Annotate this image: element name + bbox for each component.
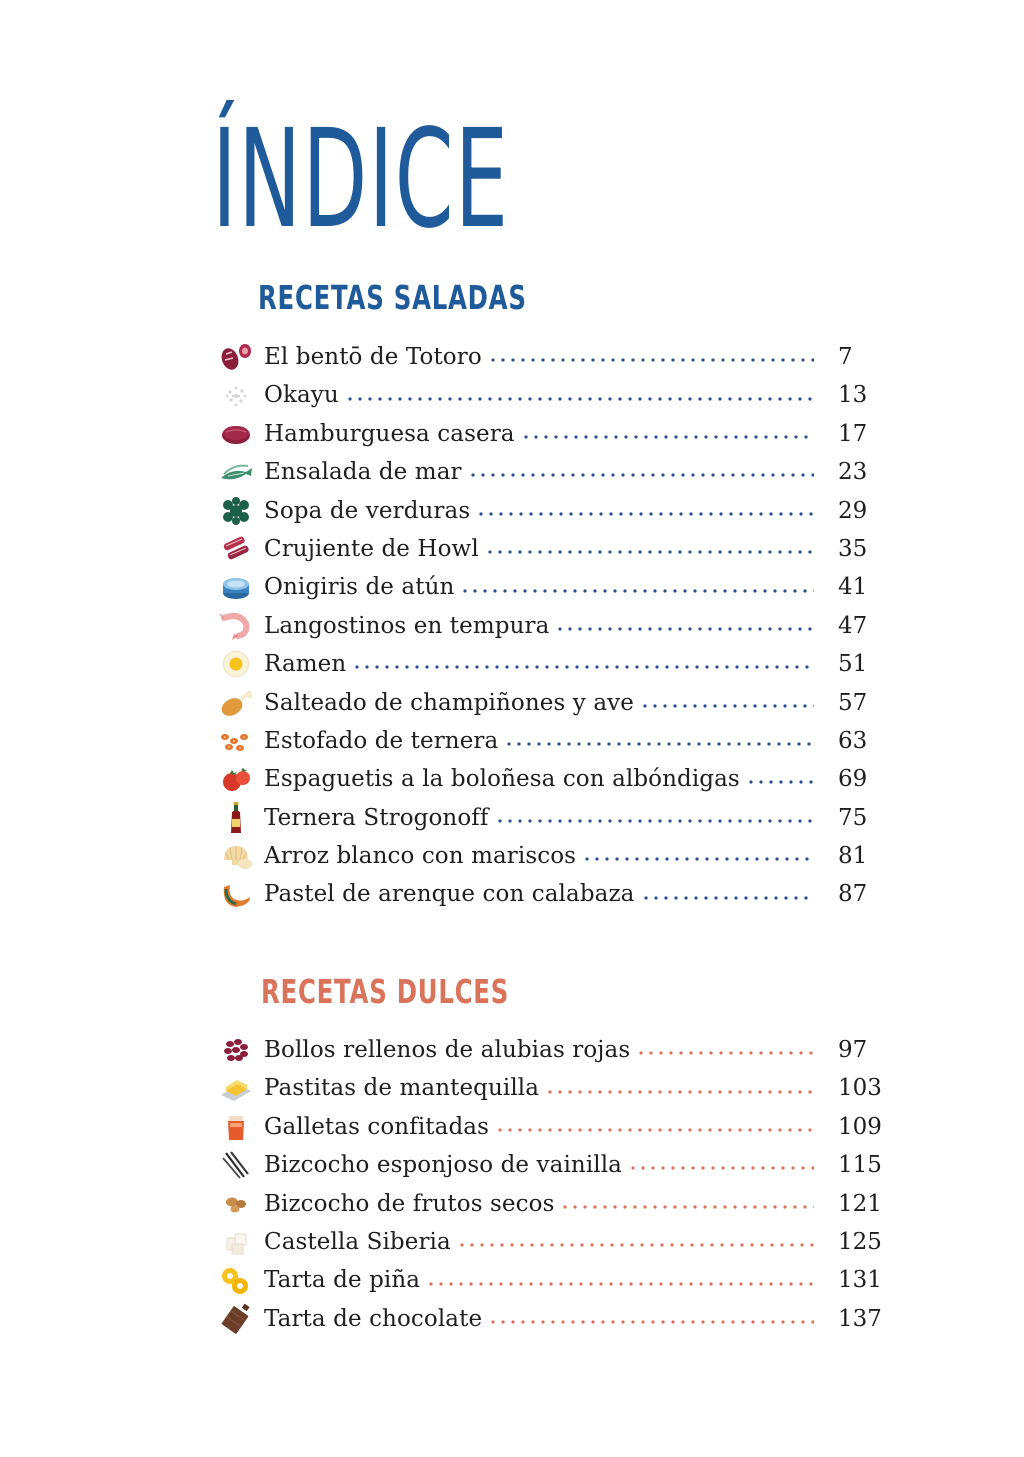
toc-entry bbox=[218, 1185, 898, 1223]
tuna-can-icon bbox=[218, 570, 254, 606]
toc-list-sweet bbox=[218, 1031, 898, 1338]
toc-entry-title: Bizcocho esponjoso de vainilla bbox=[264, 1152, 622, 1179]
toc-entry bbox=[218, 1108, 898, 1146]
dot-leader bbox=[354, 665, 814, 669]
dot-leader bbox=[642, 704, 814, 708]
dot-leader bbox=[490, 358, 814, 362]
dot-leader bbox=[470, 473, 814, 477]
spinach-icon bbox=[218, 493, 254, 529]
dot-leader bbox=[490, 1320, 814, 1324]
wine-bottle-icon bbox=[218, 800, 254, 836]
toc-entry-page: 23 bbox=[838, 459, 868, 486]
toc-entry bbox=[218, 1300, 898, 1338]
toc-entry bbox=[218, 376, 898, 414]
sugar-cubes-icon bbox=[218, 1224, 254, 1260]
toc-entry bbox=[218, 1031, 898, 1069]
toc-entry-title: Espaguetis a la boloñesa con albóndigas bbox=[264, 766, 740, 793]
chocolate-icon bbox=[218, 1301, 254, 1337]
toc-entry-title: Langostinos en tempura bbox=[264, 612, 550, 639]
sausage-icon bbox=[218, 339, 254, 375]
toc-entry-page: 81 bbox=[838, 843, 868, 870]
toc-entry-page: 69 bbox=[838, 766, 868, 793]
toc-entry bbox=[218, 338, 898, 376]
toc-entry bbox=[218, 530, 898, 568]
toc-entry-title: Bizcocho de frutos secos bbox=[264, 1190, 555, 1217]
dot-leader bbox=[638, 1051, 814, 1055]
toc-entry-title: Pastitas de mantequilla bbox=[264, 1075, 540, 1102]
toc-entry-title: Sopa de verduras bbox=[264, 497, 471, 524]
toc-entry-page: 97 bbox=[838, 1037, 868, 1063]
toc-entry bbox=[218, 760, 898, 798]
red-beans-icon bbox=[218, 1032, 254, 1068]
toc-entry bbox=[218, 568, 898, 606]
toc-entry bbox=[218, 453, 898, 491]
dot-leader bbox=[347, 397, 814, 401]
toc-entry-page: 47 bbox=[838, 612, 868, 639]
toc-entry-page: 75 bbox=[838, 804, 868, 831]
toc-entry-page: 57 bbox=[838, 689, 868, 716]
toc-entry bbox=[218, 684, 898, 722]
toc-entry bbox=[218, 492, 898, 530]
tomato-icon bbox=[218, 761, 254, 797]
drumstick-icon bbox=[218, 685, 254, 721]
dot-leader bbox=[478, 512, 814, 516]
toc-entry-page: 13 bbox=[838, 382, 868, 409]
toc-entry-title: Salteado de champiñones y ave bbox=[264, 689, 634, 716]
fish-icon bbox=[218, 454, 254, 490]
dot-leader bbox=[523, 435, 814, 439]
dot-leader bbox=[584, 857, 814, 861]
dot-leader bbox=[547, 1090, 814, 1094]
dot-leader bbox=[506, 742, 814, 746]
dot-leader bbox=[643, 896, 815, 900]
dot-leader bbox=[497, 1128, 814, 1132]
toc-entry bbox=[218, 1146, 898, 1184]
toc-list-savory bbox=[218, 338, 898, 914]
toc-entry-title: Bollos rellenos de alubias rojas bbox=[264, 1037, 631, 1063]
toc-entry-title: Pastel de arenque con calabaza bbox=[264, 881, 635, 908]
toc-entry bbox=[218, 799, 898, 837]
toc-entry-page: 7 bbox=[838, 344, 853, 370]
toc-entry-title: Tarta de chocolate bbox=[264, 1305, 483, 1332]
dot-leader bbox=[497, 819, 814, 823]
toc-entry-page: 63 bbox=[838, 727, 868, 754]
pumpkin-icon bbox=[218, 877, 254, 913]
toc-entry-title: Castella Siberia bbox=[264, 1228, 451, 1255]
jam-jar-icon bbox=[218, 1109, 254, 1145]
scallop-icon bbox=[218, 838, 254, 874]
toc-entry-title: Onigiris de atún bbox=[264, 574, 455, 601]
section-heading-savory: RECETAS SALADAS bbox=[258, 278, 527, 317]
toc-entry-title: Tarta de piña bbox=[264, 1267, 421, 1294]
toc-entry-page: 131 bbox=[838, 1267, 882, 1294]
vanilla-icon bbox=[218, 1147, 254, 1183]
toc-entry bbox=[218, 607, 898, 645]
toc-entry-title: Arroz blanco con mariscos bbox=[264, 843, 577, 870]
toc-entry bbox=[218, 1069, 898, 1107]
nuts-icon bbox=[218, 1186, 254, 1222]
pineapple-rings-icon bbox=[218, 1263, 254, 1299]
toc-entry-title: Okayu bbox=[264, 382, 339, 409]
toc-entry bbox=[218, 1223, 898, 1261]
toc-entry-page: 51 bbox=[838, 651, 868, 678]
toc-entry bbox=[218, 645, 898, 683]
egg-icon bbox=[218, 646, 254, 682]
toc-entry-title: Ternera Strogonoff bbox=[264, 804, 489, 831]
dot-leader bbox=[748, 780, 814, 784]
toc-entry-title: Ramen bbox=[264, 651, 347, 678]
toc-entry bbox=[218, 1261, 898, 1299]
toc-entry-title: El bentō de Totoro bbox=[264, 344, 482, 370]
toc-entry-page: 109 bbox=[838, 1113, 882, 1140]
toc-entry-title: Ensalada de mar bbox=[264, 459, 462, 486]
dot-leader bbox=[557, 627, 814, 631]
toc-entry-page: 29 bbox=[838, 497, 868, 524]
dot-leader bbox=[459, 1243, 814, 1247]
toc-entry-page: 35 bbox=[838, 535, 868, 562]
toc-entry-title: Hamburguesa casera bbox=[264, 420, 515, 447]
carrot-slices-icon bbox=[218, 723, 254, 759]
toc-entry bbox=[218, 837, 898, 875]
section-heading-sweet: RECETAS DULCES bbox=[261, 972, 510, 1011]
dot-leader bbox=[462, 589, 814, 593]
dot-leader bbox=[630, 1166, 814, 1170]
butter-icon bbox=[218, 1071, 254, 1107]
toc-entry-title: Crujiente de Howl bbox=[264, 535, 479, 562]
toc-entry-title: Galletas confitadas bbox=[264, 1113, 489, 1140]
rice-icon bbox=[218, 378, 254, 414]
dot-leader bbox=[428, 1282, 814, 1286]
page-title: ÍNDICE bbox=[212, 101, 510, 259]
toc-entry-page: 121 bbox=[838, 1190, 882, 1217]
dot-leader bbox=[487, 550, 814, 554]
toc-entry-page: 137 bbox=[838, 1305, 882, 1332]
shrimp-icon bbox=[218, 608, 254, 644]
toc-entry-page: 87 bbox=[838, 881, 868, 908]
toc-entry bbox=[218, 722, 898, 760]
toc-entry-page: 125 bbox=[838, 1228, 882, 1255]
toc-entry-title: Estofado de ternera bbox=[264, 727, 499, 754]
burger-patty-icon bbox=[218, 416, 254, 452]
dot-leader bbox=[562, 1205, 814, 1209]
bacon-icon bbox=[218, 531, 254, 567]
toc-entry-page: 41 bbox=[838, 574, 868, 601]
toc-entry-page: 115 bbox=[838, 1152, 882, 1179]
toc-entry bbox=[218, 875, 898, 913]
toc-entry-page: 103 bbox=[838, 1075, 882, 1102]
toc-entry bbox=[218, 415, 898, 453]
toc-entry-page: 17 bbox=[838, 420, 868, 447]
